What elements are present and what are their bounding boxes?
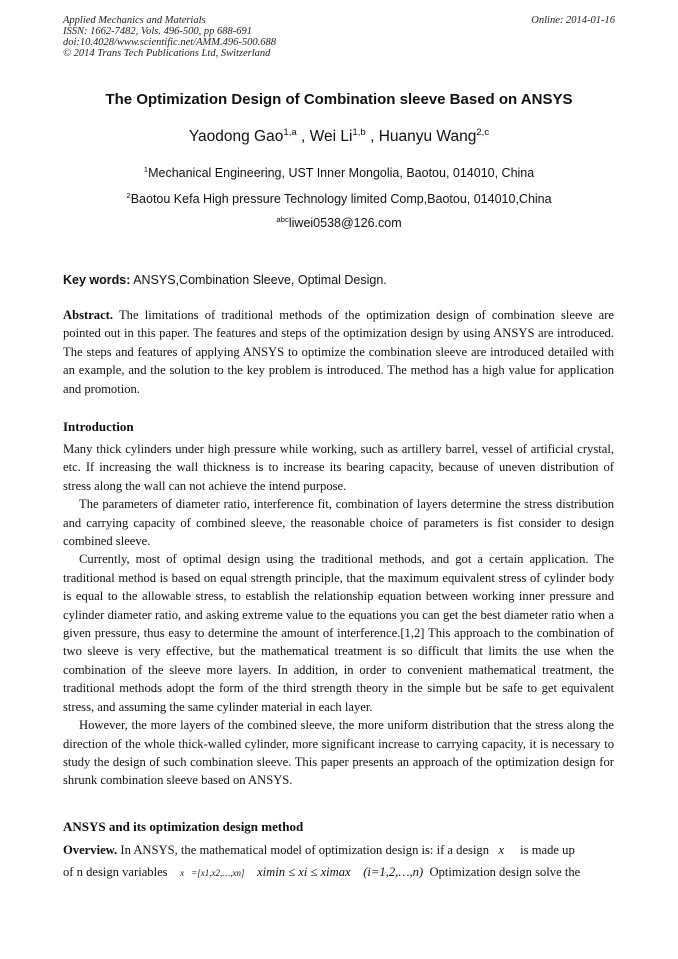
overview-tail: is made up bbox=[520, 843, 575, 857]
design-vector-symbol: x⃗ bbox=[498, 843, 514, 857]
introduction-body bbox=[63, 440, 614, 790]
author-sup: 2,c bbox=[476, 126, 490, 138]
index-expression: (i=1,2,…,n) bbox=[363, 865, 424, 879]
keywords-label: Key words: bbox=[63, 273, 131, 287]
constraint-expression: ximin ≤ xi ≤ ximax bbox=[257, 865, 351, 879]
affiliation-sup: 2 bbox=[126, 190, 131, 200]
intro-paragraph-1: Many thick cylinders under high pressure while working, such as artillery barrel, vessel of artificial crystal, etc. If increasing the wall thickness is to increase its bearing capacity, because of uneven distribution of stress along the wall can not achieve the intend purpose. bbox=[63, 442, 614, 493]
overview-text: In ANSYS, the mathematical model of optimization design is: if a design bbox=[120, 843, 490, 857]
affiliation-email bbox=[0, 216, 678, 230]
vector-expression: x⃗=[x1,x2,…,xn] bbox=[180, 868, 245, 878]
paper-title: The Optimization Design of Combination sleeve Based on ANSYS bbox=[105, 91, 573, 108]
author-sup: 1,b bbox=[352, 126, 366, 138]
overview-label: Overview. bbox=[63, 843, 118, 857]
author-name: Huanyu Wang bbox=[378, 128, 477, 145]
line2-start: of n design variables bbox=[63, 865, 168, 879]
intro-paragraph-2: The parameters of diameter ratio, interference fit, combination of layers determine the stress distribution and carrying capacity of combined sleeve, the reasonable choice of parameters is fist consider to design combined sleeve. bbox=[63, 497, 614, 549]
journal-name: Applied Mechanics and Materials bbox=[63, 15, 206, 26]
intro-paragraph-3: Currently, most of optimal design using the traditional methods, and got a certain application. The traditional method is based on equal strength principle, that the maximum equivalent stress of cylinder body is equal to the allowable stress, to establish the relationship equation between working inner pressure and cylinder diameter ratio, and asking extreme value to the equations you can get the best diameter ratio when a given pressure, thus easy to determine the amount of interference.[1,2] This approach to the combination of two sleeve is very effective, but the mathematical treatment is so difficult that limits the use when the combination of the sleeve more layers. In addition, in order to convenient mathematical treatment, the traditional methods adopt the form of the third strength theory in the simple but be safe to get equivalent stress, and assuming the same cylinder material in each layer. bbox=[63, 552, 614, 714]
affiliation-sup: abc bbox=[276, 214, 289, 224]
author-list: Yaodong Gao$^{1,a}$ , Wei Li$^{1,b}$ , Huanyu Wang$^{2,c}$ bbox=[188, 126, 490, 145]
ansys-section-heading: ANSYS and its optimization design method bbox=[63, 819, 304, 834]
keywords-text: ANSYS,Combination Sleeve, Optimal Design. bbox=[133, 273, 387, 287]
intro-paragraph-4: However, the more layers of the combined sleeve, the more uniform distribution that the stress along the direction of the whole thick-walled cylinder, more significant increase to carrying capacity, it is necessary to study the design of such combination sleeve. This paper presents an approach of the optimization design for shrunk combination sleeve based on ANSYS. bbox=[63, 718, 614, 788]
journal-header bbox=[63, 15, 276, 59]
affiliation-text: Baotou Kefa High pressure Technology limited Comp,Baotou, 014010,China bbox=[130, 192, 552, 206]
issn-line: ISSN: 1662-7482, Vols. 496-500, pp 688-691 bbox=[63, 26, 252, 37]
abstract-text: The limitations of traditional methods of the optimization design of combination sleeve are pointed out in this paper. The features and steps of the optimization design by using ANSYS are introduced. The steps and features of applying ANSYS to optimize the combination sleeve are introduced detailed with an example, and the solution to the key problem is introduced. The method has a high value for application and promotion. bbox=[63, 308, 614, 396]
keywords bbox=[63, 273, 387, 287]
affiliation-2 bbox=[0, 192, 678, 206]
line2-end: Optimization design solve the bbox=[429, 865, 581, 879]
affiliation-sup: 1 bbox=[143, 164, 149, 174]
author-name: Yaodong Gao bbox=[188, 128, 284, 145]
affiliation-text: Mechanical Engineering, UST Inner Mongolia, Baotou, 014010, China bbox=[148, 166, 535, 180]
abstract bbox=[63, 306, 614, 398]
online-date: Online: 2014-01-16 bbox=[531, 15, 615, 26]
introduction-heading: Introduction bbox=[63, 419, 134, 434]
affiliation-1 bbox=[0, 166, 678, 180]
author-name: Wei Li bbox=[309, 128, 353, 145]
copyright-line: © 2014 Trans Tech Publications Ltd, Switzerland bbox=[63, 48, 271, 59]
author-sup: 1,a bbox=[283, 126, 297, 138]
overview-line-2 bbox=[63, 865, 614, 880]
overview-line-1 bbox=[63, 841, 614, 859]
email-link[interactable]: liwei0538@126.com bbox=[288, 216, 402, 230]
doi-line[interactable]: doi:10.4028/www.scientific.net/AMM.496-500.688 bbox=[63, 37, 276, 48]
abstract-label: Abstract. bbox=[63, 308, 114, 322]
